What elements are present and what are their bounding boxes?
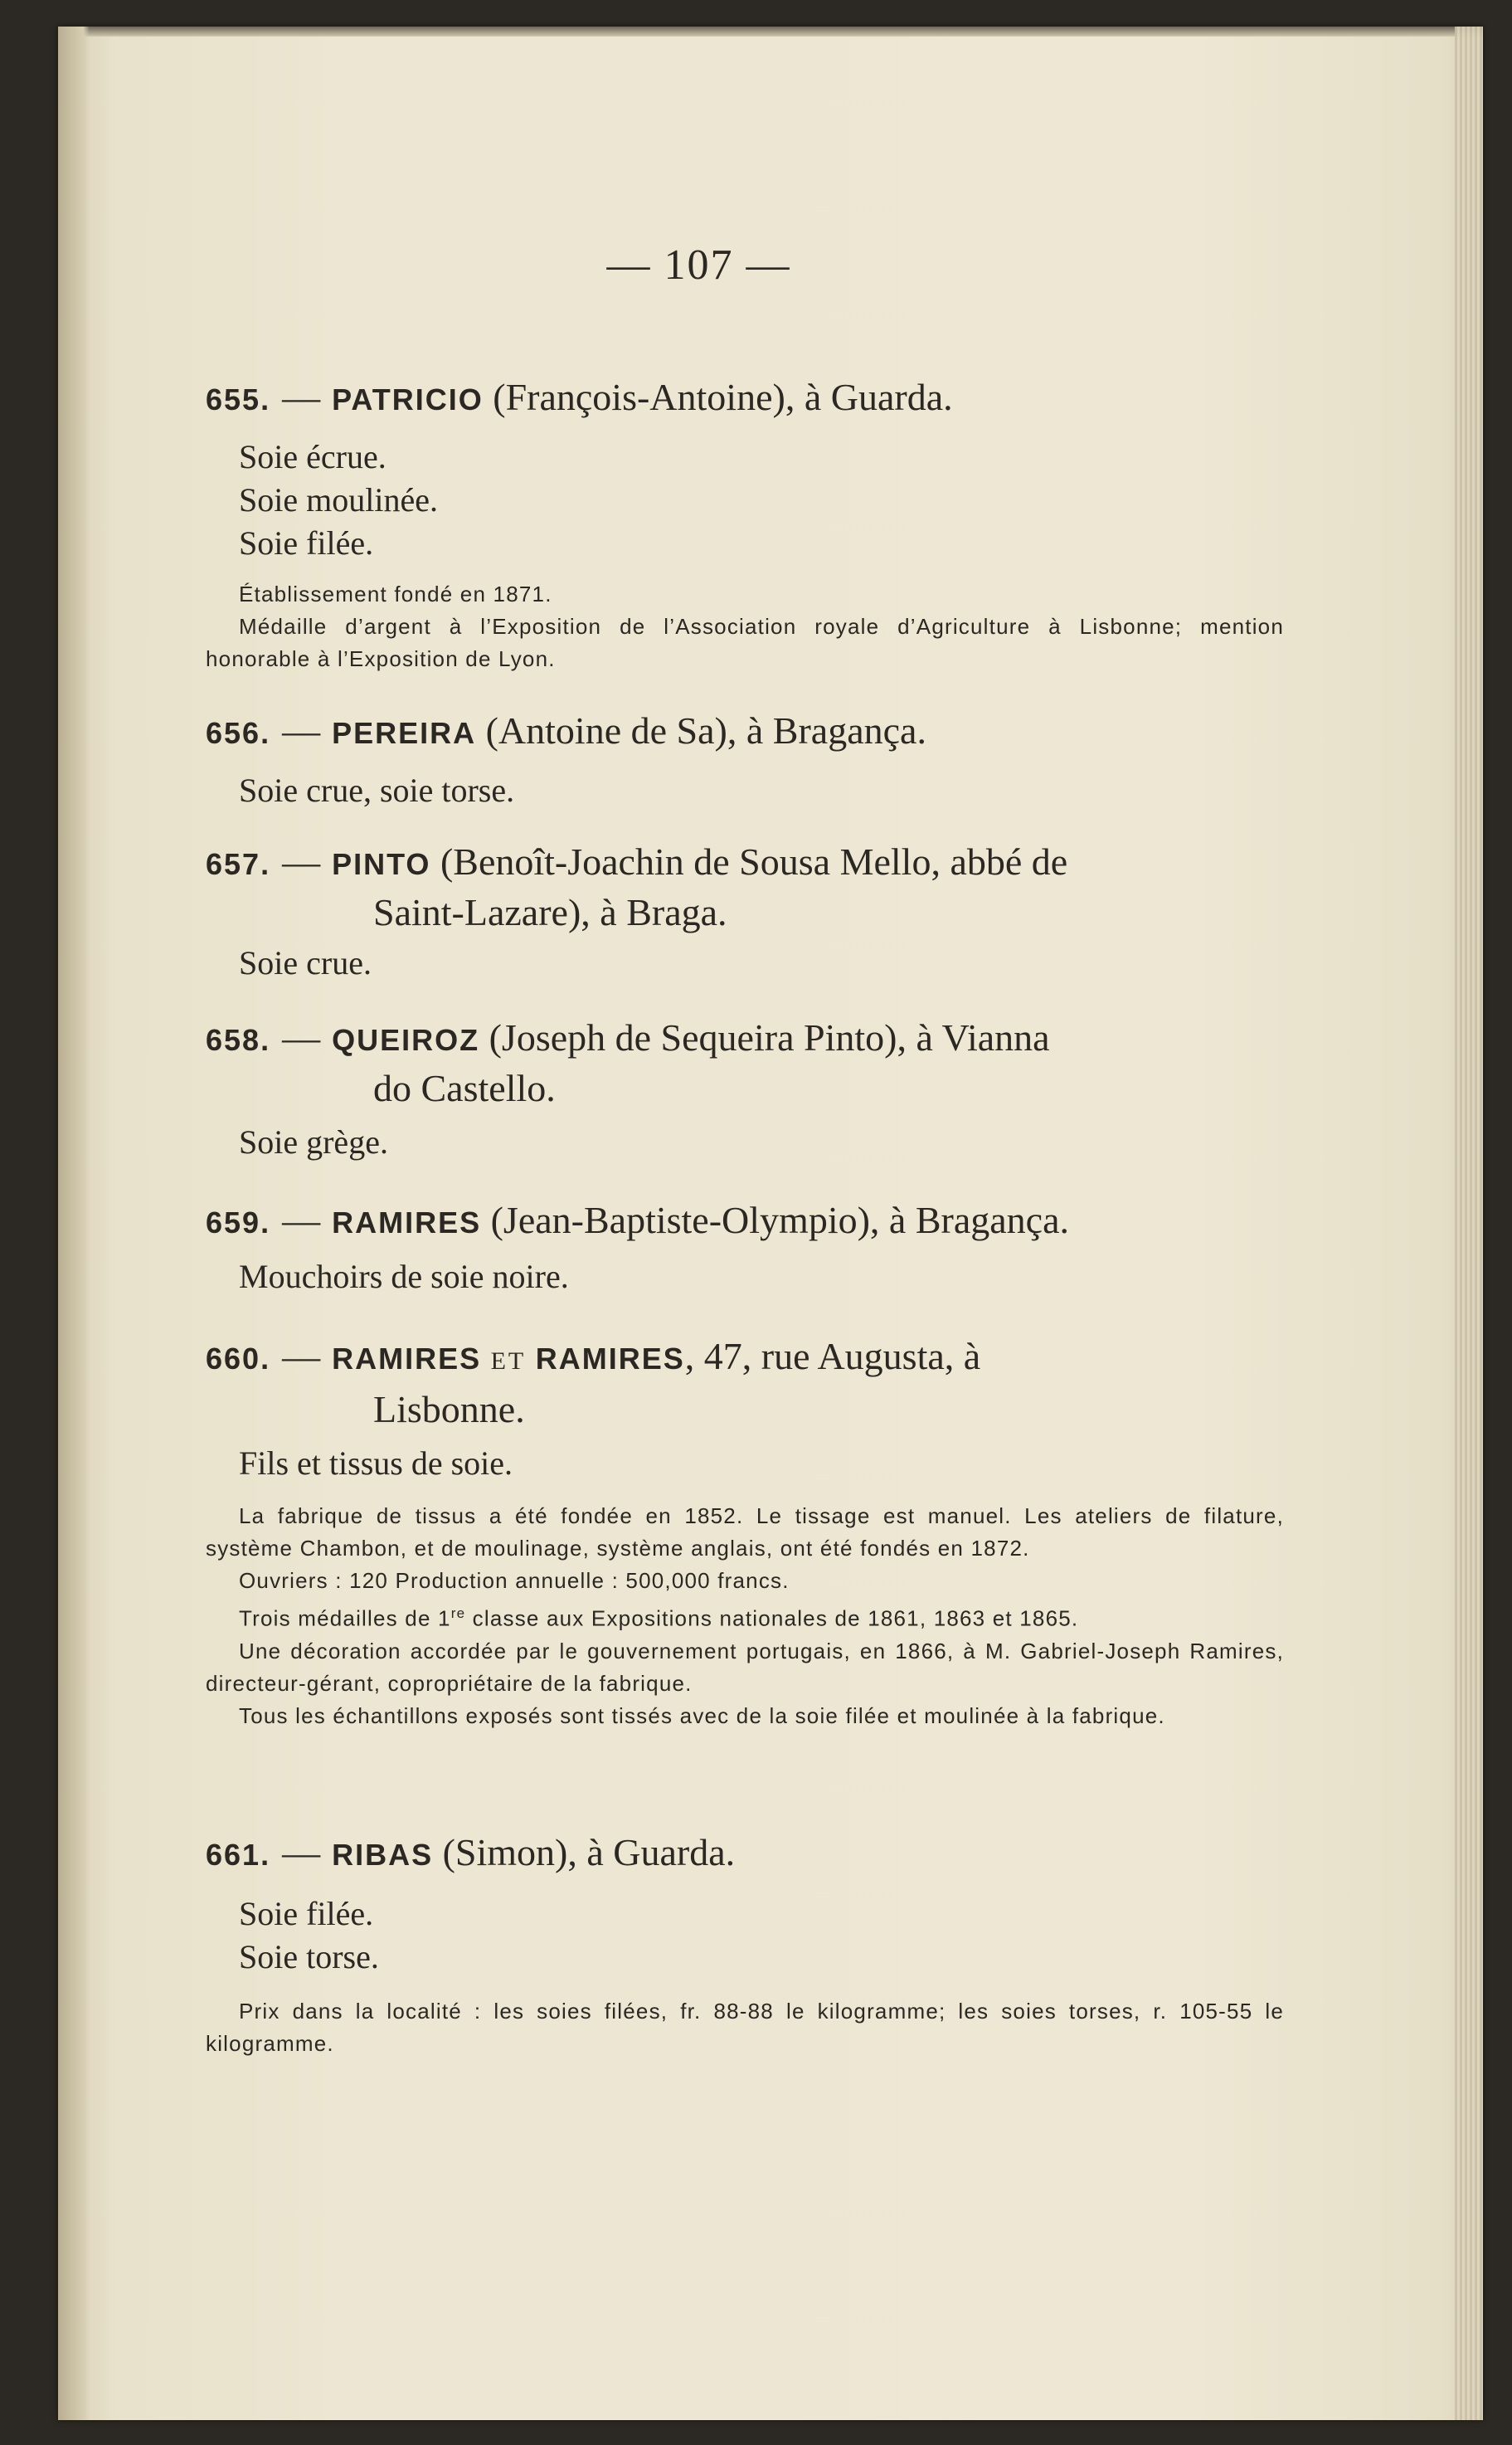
entry-heading: 660. — RAMIRES ET RAMIRES, 47, rue Augusta, à Lisbonne. <box>206 1332 1284 1434</box>
exhibitor-name: RIBAS <box>332 1838 434 1872</box>
entry-heading: 661. — RIBAS (Simon), à Guarda. <box>206 1831 736 1873</box>
entry-658 <box>206 1014 1284 1164</box>
exhibit-item: Fils et tissus de soie. <box>239 1444 513 1482</box>
exhibit-item: Mouchoirs de soie noire. <box>239 1258 569 1295</box>
exhibitor-name: RAMIRES <box>332 1205 482 1240</box>
entry-660 <box>206 1332 1284 1732</box>
entry-number: 661. <box>206 1838 271 1872</box>
entry-notes <box>206 1500 1284 1732</box>
entry-656 <box>206 707 1284 812</box>
entry-number: 660. <box>206 1342 271 1376</box>
note-paragraph: Ouvriers : 120 Production annuelle : 500,000 francs. <box>239 1568 790 1593</box>
exhibitor-details: , 47, rue Augusta, à <box>684 1335 981 1377</box>
entry-number: 659. <box>206 1205 271 1240</box>
superscript: re <box>450 1605 466 1621</box>
exhibitor-name: PATRICIO <box>332 382 484 416</box>
note-paragraph: Tous les échantillons exposés sont tissés avec de la soie filée et moulinée à la fabrique. <box>239 1702 1165 1728</box>
exhibitor-details: (Jean-Baptiste-Olympio), à Bragança. <box>481 1199 1070 1241</box>
exhibit-item: Soie crue, soie torse. <box>239 772 515 809</box>
note-paragraph: La fabrique de tissus a été fondée en 1852. Le tissage est manuel. Les ateliers de filature, système Chambon, et de moulinage, système anglais, ont été fondés en 1872. <box>206 1503 1284 1561</box>
exhibit-item: Soie filée. <box>239 1895 374 1932</box>
note-paragraph: Établissement fondé en 1871. <box>239 582 552 606</box>
entry-number: 656. <box>206 716 271 750</box>
exhibitor-details: (Simon), à Guarda. <box>433 1831 736 1873</box>
entry-657 <box>206 838 1284 985</box>
note-paragraph: Prix dans la localité : les soies filées, fr. 88-88 le kilogramme; les soies torses, r. 105-55 le kilogramme. <box>206 1999 1284 2056</box>
note-paragraph: Médaille d’argent à l’Exposition de l’Association royale d’Agriculture à Lisbonne; mention honorable à l’Exposition de Lyon. <box>206 614 1284 671</box>
note-text: Trois médailles de 1 <box>239 1605 451 1631</box>
exhibit-item: Soie filée. <box>239 524 374 562</box>
exhibitor-details: (François-Antoine), à Guarda. <box>483 376 953 418</box>
exhibit-item: Soie torse. <box>239 1938 379 1975</box>
entry-heading: 655. — PATRICIO (François-Antoine), à Guarda. <box>206 376 953 418</box>
entry-heading: 656. — PEREIRA (Antoine de Sa), à Bragança. <box>206 709 926 752</box>
exhibit-item: Soie écrue. <box>239 438 387 475</box>
note-text: classe aux Expositions nationales de 1861, 1863 et 1865. <box>465 1605 1079 1631</box>
exhibit-item: Soie grège. <box>239 1123 388 1161</box>
exhibitor-details: (Antoine de Sa), à Bragança. <box>476 709 926 752</box>
exhibitor-name: PEREIRA <box>332 716 477 750</box>
entry-heading: 658. — QUEIROZ (Joseph de Sequeira Pinto), à Vianna do Castello. <box>206 1014 1284 1113</box>
page-content <box>58 27 1483 2420</box>
conjunction: ET <box>490 1347 527 1375</box>
exhibitor-name: RAMIRES <box>535 1342 685 1376</box>
entry-notes <box>206 1995 1284 2060</box>
exhibitor-details: (Joseph de Sequeira Pinto), à Vianna <box>479 1016 1050 1059</box>
exhibitor-details: (Benoît-Joachin de Sousa Mello, abbé de <box>430 840 1068 883</box>
entry-heading: 657. — PINTO (Benoît-Joachin de Sousa Mello, abbé de Saint-Lazare), à Braga. <box>206 838 1284 937</box>
book-page <box>58 27 1483 2420</box>
note-paragraph: Une décoration accordée par le gouvernement portugais, en 1866, à M. Gabriel-Joseph Ramires, directeur-gérant, copropriétaire de la fabrique. <box>206 1638 1284 1696</box>
entry-655 <box>206 373 1284 675</box>
entry-number: 658. <box>206 1023 271 1057</box>
exhibit-item: Soie crue. <box>239 944 372 981</box>
exhibitor-name: QUEIROZ <box>332 1023 480 1057</box>
exhibit-item: Soie moulinée. <box>239 481 438 519</box>
exhibitor-name: RAMIRES <box>332 1342 482 1376</box>
entry-heading: 659. — RAMIRES (Jean-Baptiste-Olympio), à Bragança. <box>206 1199 1070 1241</box>
exhibitor-details-continued: do Castello. <box>373 1067 556 1109</box>
note-paragraph <box>206 1597 1284 1635</box>
page-number: — 107 — <box>606 241 791 289</box>
exhibitor-details-continued: Lisbonne. <box>373 1388 525 1430</box>
entry-number: 655. <box>206 382 271 416</box>
exhibitor-name: PINTO <box>332 847 431 881</box>
entry-number: 657. <box>206 847 271 881</box>
entry-notes <box>206 578 1284 675</box>
exhibitor-details-continued: Saint-Lazare), à Braga. <box>373 891 727 933</box>
entry-659 <box>206 1196 1284 1298</box>
entry-661 <box>206 1829 1284 2060</box>
